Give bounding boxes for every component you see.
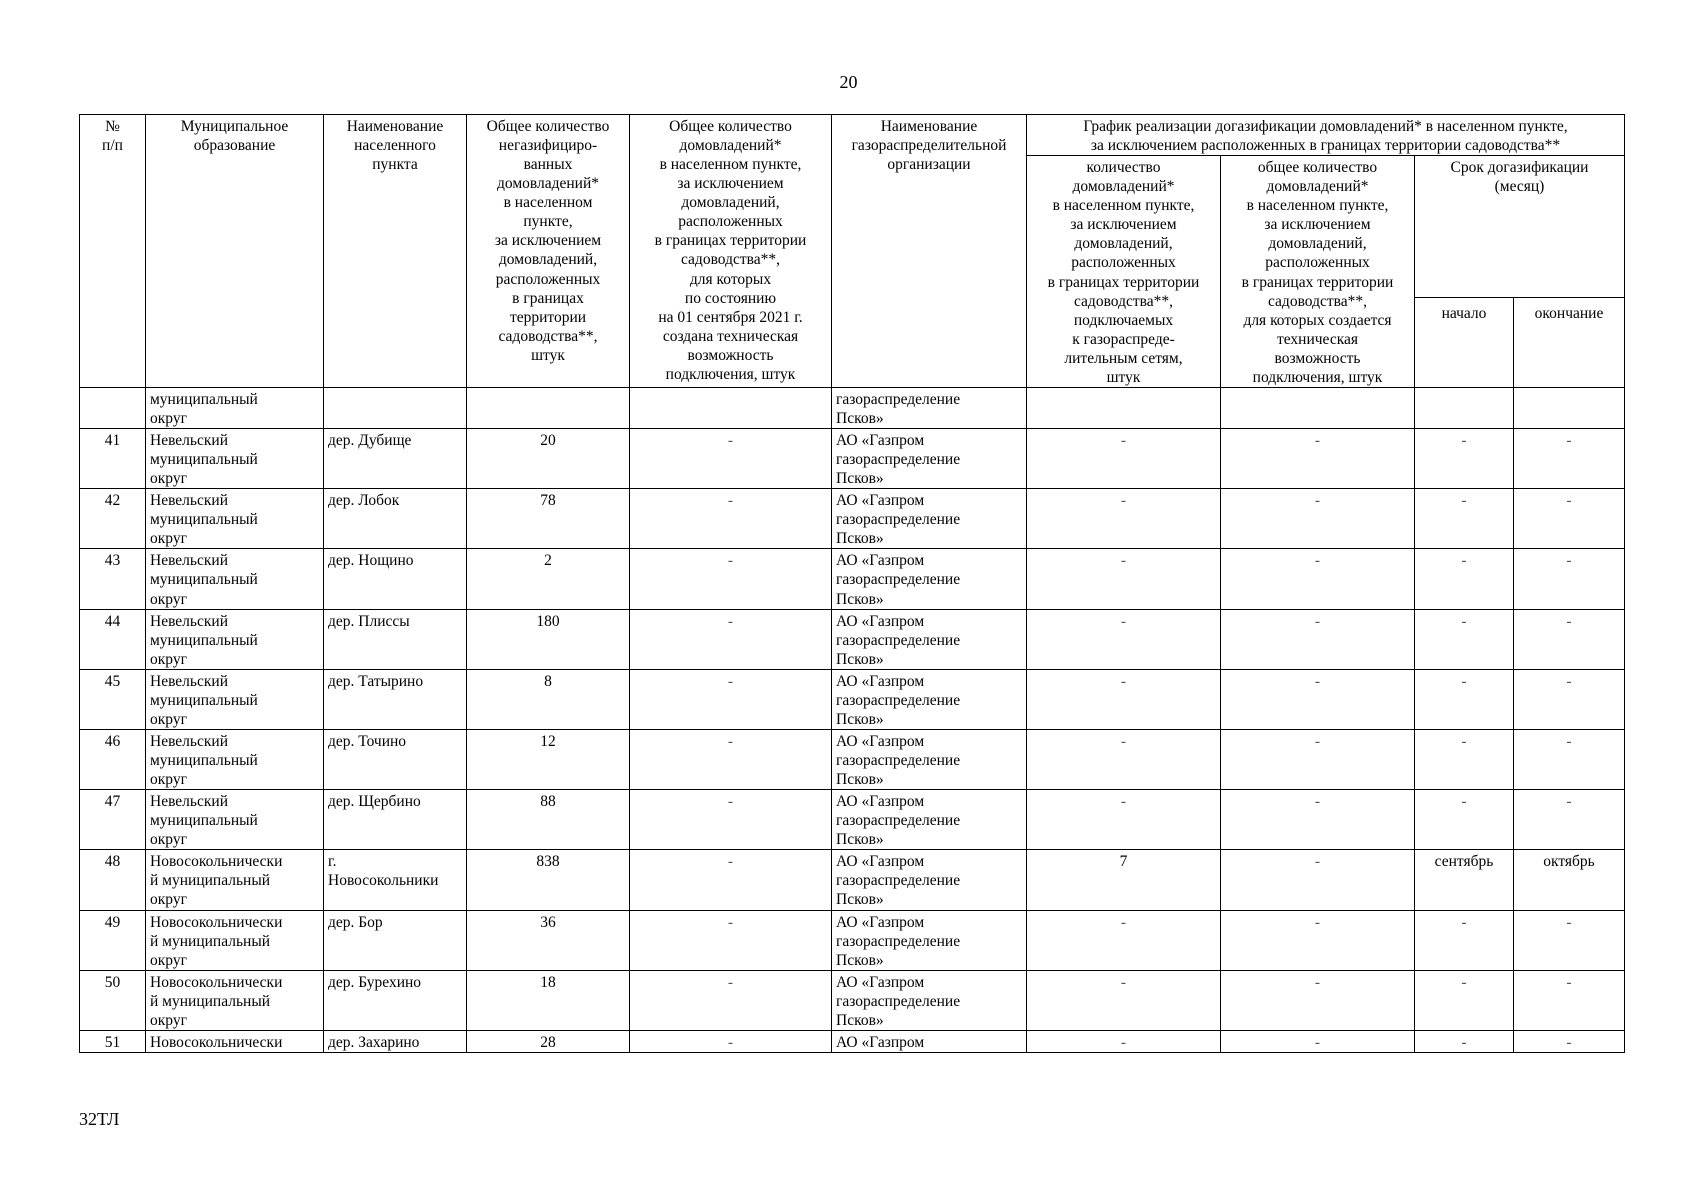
cell-end: - bbox=[1514, 609, 1625, 669]
document-code: 32ТЛ bbox=[79, 1109, 120, 1129]
cell-connected: - bbox=[1027, 609, 1221, 669]
cell-start: сентябрь bbox=[1415, 850, 1514, 910]
cell-created: - bbox=[1221, 609, 1415, 669]
cell-created: - bbox=[1221, 790, 1415, 850]
cell-settlement: дер. Дубище bbox=[324, 429, 467, 489]
cell-capability: - bbox=[630, 429, 832, 489]
cell-org: АО «Газпром газораспределение Псков» bbox=[832, 729, 1027, 789]
cell-total: 20 bbox=[467, 429, 630, 489]
cell-connected: - bbox=[1027, 1030, 1221, 1052]
cell-end: - bbox=[1514, 910, 1625, 970]
cell-municipality: Невельский муниципальный округ bbox=[146, 729, 324, 789]
cell-end: - bbox=[1514, 549, 1625, 609]
cell-end: - bbox=[1514, 729, 1625, 789]
header-schedule: График реализации догазификации домовладений* в населенном пункте, за исключением расположенных в границах территории садоводства** bbox=[1027, 115, 1625, 156]
cell-connected: - bbox=[1027, 910, 1221, 970]
cell-capability: - bbox=[630, 850, 832, 910]
header-count-created: общее количество домовладений* в населенном пункте, за исключением домовладений, расположенных в границах территории садоводства**, для которых создается техническая возможность подключения, штук bbox=[1221, 156, 1415, 388]
cell-end: октябрь bbox=[1514, 850, 1625, 910]
page-number: 20 bbox=[839, 72, 858, 92]
cell-total: 18 bbox=[467, 970, 630, 1030]
cell-org: АО «Газпром газораспределение Псков» bbox=[832, 549, 1027, 609]
header-gas-org: Наименование газораспределительной организации bbox=[832, 115, 1027, 388]
cell-connected: - bbox=[1027, 429, 1221, 489]
table-row bbox=[80, 850, 1625, 910]
cell-settlement bbox=[324, 387, 467, 428]
cell-created: - bbox=[1221, 549, 1415, 609]
cell-end: - bbox=[1514, 1030, 1625, 1052]
cell-municipality: Новосокольнически bbox=[146, 1030, 324, 1052]
cell-connected: - bbox=[1027, 489, 1221, 549]
header-num: № п/п bbox=[80, 115, 146, 388]
cell-num: 49 bbox=[80, 910, 146, 970]
cell-capability: - bbox=[630, 549, 832, 609]
cell-start: - bbox=[1415, 549, 1514, 609]
cell-org: АО «Газпром газораспределение Псков» bbox=[832, 669, 1027, 729]
header-count-connected: количество домовладений* в населенном пункте, за исключением домовладений, расположенных в границах территории садоводства**, подключаемых к газораспреде- лительным сетям, штук bbox=[1027, 156, 1221, 388]
cell-settlement: дер. Бурехино bbox=[324, 970, 467, 1030]
cell-connected: - bbox=[1027, 790, 1221, 850]
cell-capability: - bbox=[630, 669, 832, 729]
header-start: начало bbox=[1415, 297, 1514, 387]
cell-municipality: Новосокольнически й муниципальный округ bbox=[146, 850, 324, 910]
header-settlement: Наименование населенного пункта bbox=[324, 115, 467, 388]
cell-settlement: г. Новосокольники bbox=[324, 850, 467, 910]
cell-created: - bbox=[1221, 910, 1415, 970]
cell-org: АО «Газпром газораспределение Псков» bbox=[832, 910, 1027, 970]
table-row bbox=[80, 729, 1625, 789]
cell-num bbox=[80, 387, 146, 428]
cell-start: - bbox=[1415, 910, 1514, 970]
cell-connected: - bbox=[1027, 729, 1221, 789]
cell-created: - bbox=[1221, 729, 1415, 789]
cell-num: 44 bbox=[80, 609, 146, 669]
cell-end: - bbox=[1514, 970, 1625, 1030]
cell-capability bbox=[630, 387, 832, 428]
cell-capability: - bbox=[630, 609, 832, 669]
cell-municipality: Невельский муниципальный округ bbox=[146, 669, 324, 729]
cell-municipality: муниципальный округ bbox=[146, 387, 324, 428]
cell-total: 12 bbox=[467, 729, 630, 789]
cell-created: - bbox=[1221, 489, 1415, 549]
cell-total bbox=[467, 387, 630, 428]
cell-end: - bbox=[1514, 669, 1625, 729]
header-end: окончание bbox=[1514, 297, 1625, 387]
cell-settlement: дер. Нощино bbox=[324, 549, 467, 609]
cell-start: - bbox=[1415, 729, 1514, 789]
cell-num: 41 bbox=[80, 429, 146, 489]
cell-municipality: Невельский муниципальный округ bbox=[146, 549, 324, 609]
cell-capability: - bbox=[630, 489, 832, 549]
cell-org: АО «Газпром газораспределение Псков» bbox=[832, 609, 1027, 669]
cell-org: газораспределение Псков» bbox=[832, 387, 1027, 428]
cell-municipality: Новосокольнически й муниципальный округ bbox=[146, 970, 324, 1030]
cell-connected: - bbox=[1027, 970, 1221, 1030]
table-row bbox=[80, 669, 1625, 729]
cell-connected: - bbox=[1027, 669, 1221, 729]
header-row-1 bbox=[80, 115, 1625, 156]
header-total-nongasified: Общее количество негазифициро- ванных домовладений* в населенном пункте, за исключением домовладений, расположенных в границах территории садоводства**, штук bbox=[467, 115, 630, 388]
cell-created bbox=[1221, 387, 1415, 428]
cell-settlement: дер. Плиссы bbox=[324, 609, 467, 669]
table-row bbox=[80, 970, 1625, 1030]
cell-end: - bbox=[1514, 489, 1625, 549]
cell-org: АО «Газпром газораспределение Псков» bbox=[832, 429, 1027, 489]
cell-start: - bbox=[1415, 1030, 1514, 1052]
cell-total: 8 bbox=[467, 669, 630, 729]
cell-municipality: Невельский муниципальный округ bbox=[146, 489, 324, 549]
continuation-row bbox=[80, 387, 1625, 428]
table-row bbox=[80, 609, 1625, 669]
cell-end: - bbox=[1514, 790, 1625, 850]
table-row bbox=[80, 549, 1625, 609]
cell-total: 78 bbox=[467, 489, 630, 549]
cell-total: 838 bbox=[467, 850, 630, 910]
cell-total: 2 bbox=[467, 549, 630, 609]
cell-num: 46 bbox=[80, 729, 146, 789]
cell-settlement: дер. Щербино bbox=[324, 790, 467, 850]
cell-settlement: дер. Лобок bbox=[324, 489, 467, 549]
cell-start: - bbox=[1415, 609, 1514, 669]
cell-total: 36 bbox=[467, 910, 630, 970]
gasification-table bbox=[79, 114, 1625, 1053]
cell-settlement: дер. Татырино bbox=[324, 669, 467, 729]
cell-num: 42 bbox=[80, 489, 146, 549]
cell-num: 50 bbox=[80, 970, 146, 1030]
header-total-with-capability: Общее количество домовладений* в населенном пункте, за исключением домовладений, расположенных в границах территории садоводства**, для которых по состоянию на 01 сентября 2021 г. создана техническая возможность подключения, штук bbox=[630, 115, 832, 388]
table-header bbox=[80, 115, 1625, 388]
cell-created: - bbox=[1221, 429, 1415, 489]
cell-start: - bbox=[1415, 970, 1514, 1030]
cell-capability: - bbox=[630, 790, 832, 850]
table-row bbox=[80, 489, 1625, 549]
cell-end bbox=[1514, 387, 1625, 428]
table-row bbox=[80, 790, 1625, 850]
cell-org: АО «Газпром газораспределение Псков» bbox=[832, 970, 1027, 1030]
table-body bbox=[80, 387, 1625, 1052]
cell-settlement: дер. Бор bbox=[324, 910, 467, 970]
cell-start: - bbox=[1415, 489, 1514, 549]
cell-start: - bbox=[1415, 429, 1514, 489]
table-row bbox=[80, 910, 1625, 970]
cell-created: - bbox=[1221, 1030, 1415, 1052]
cell-num: 43 bbox=[80, 549, 146, 609]
cell-start: - bbox=[1415, 790, 1514, 850]
cell-capability: - bbox=[630, 970, 832, 1030]
table-row bbox=[80, 1030, 1625, 1052]
cell-capability: - bbox=[630, 1030, 832, 1052]
cell-num: 47 bbox=[80, 790, 146, 850]
cell-connected: 7 bbox=[1027, 850, 1221, 910]
cell-settlement: дер. Захарино bbox=[324, 1030, 467, 1052]
cell-org: АО «Газпром газораспределение Псков» bbox=[832, 489, 1027, 549]
cell-settlement: дер. Точино bbox=[324, 729, 467, 789]
cell-municipality: Невельский муниципальный округ bbox=[146, 790, 324, 850]
table-row bbox=[80, 429, 1625, 489]
cell-municipality: Невельский муниципальный округ bbox=[146, 609, 324, 669]
cell-start: - bbox=[1415, 669, 1514, 729]
cell-num: 48 bbox=[80, 850, 146, 910]
cell-org: АО «Газпром газораспределение Псков» bbox=[832, 790, 1027, 850]
cell-connected: - bbox=[1027, 549, 1221, 609]
cell-org: АО «Газпром газораспределение Псков» bbox=[832, 850, 1027, 910]
cell-created: - bbox=[1221, 970, 1415, 1030]
cell-total: 88 bbox=[467, 790, 630, 850]
cell-capability: - bbox=[630, 729, 832, 789]
cell-start bbox=[1415, 387, 1514, 428]
cell-total: 180 bbox=[467, 609, 630, 669]
cell-num: 51 bbox=[80, 1030, 146, 1052]
header-municipality: Муниципальное образование bbox=[146, 115, 324, 388]
cell-connected bbox=[1027, 387, 1221, 428]
cell-num: 45 bbox=[80, 669, 146, 729]
cell-capability: - bbox=[630, 910, 832, 970]
cell-org: АО «Газпром bbox=[832, 1030, 1027, 1052]
cell-total: 28 bbox=[467, 1030, 630, 1052]
cell-municipality: Новосокольнически й муниципальный округ bbox=[146, 910, 324, 970]
cell-created: - bbox=[1221, 669, 1415, 729]
cell-end: - bbox=[1514, 429, 1625, 489]
cell-municipality: Невельский муниципальный округ bbox=[146, 429, 324, 489]
header-term: Срок догазификации (месяц) bbox=[1415, 156, 1625, 298]
cell-created: - bbox=[1221, 850, 1415, 910]
